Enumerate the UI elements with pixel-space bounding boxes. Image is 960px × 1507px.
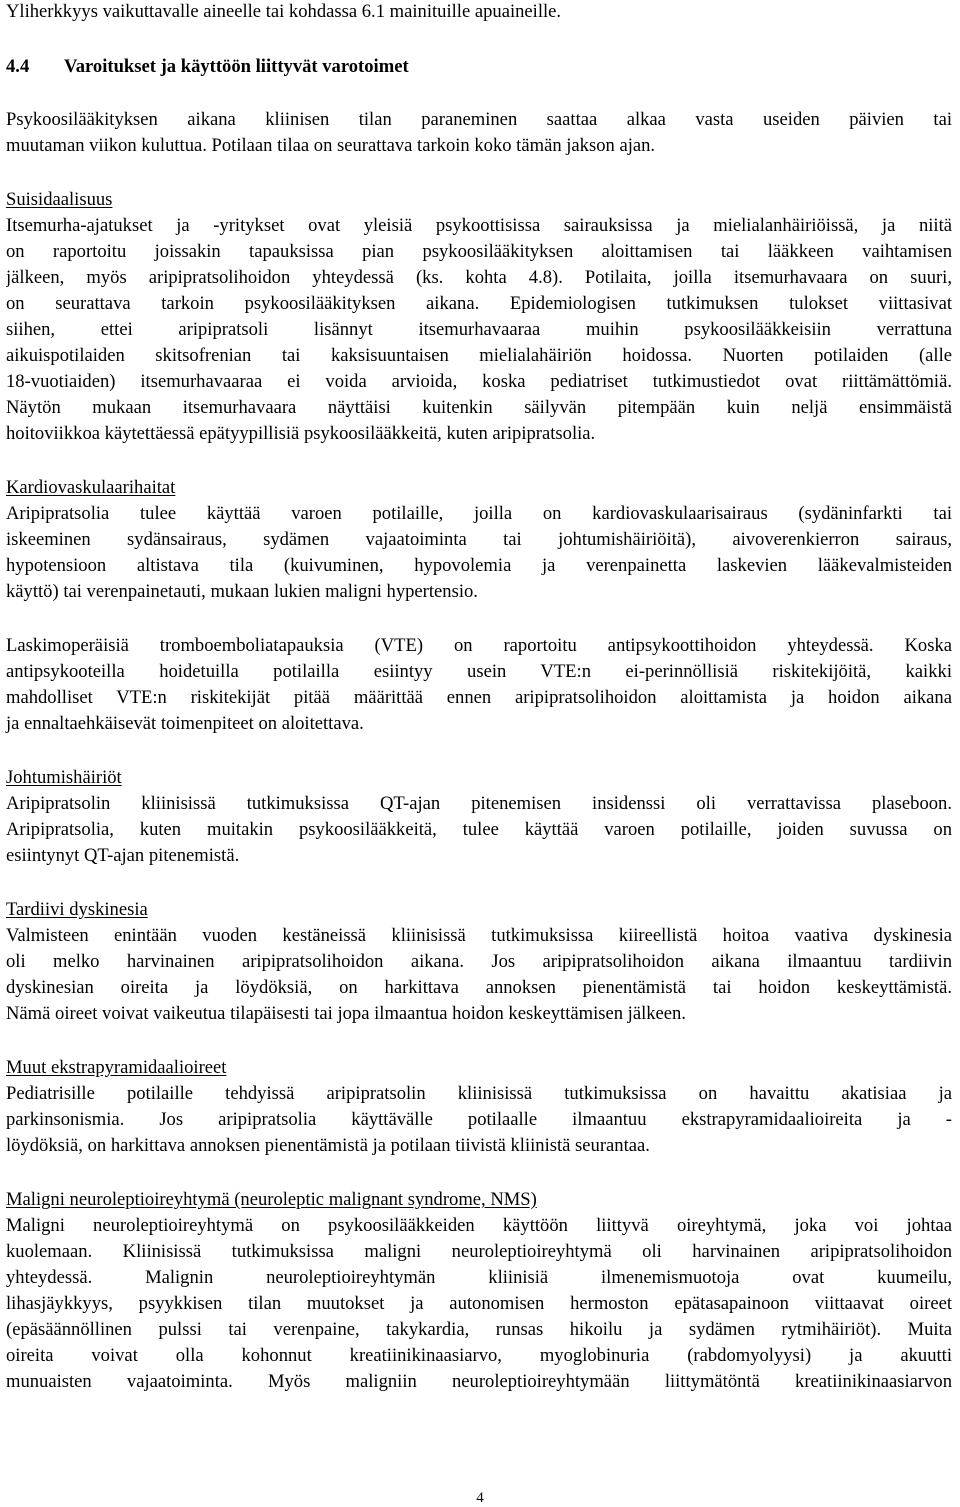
body-text-line: hoitoviikkoa käytettäessä epätyypillisiä psykoosilääkkeitä, kuten aripipratsolia. <box>6 423 596 444</box>
section-title: Varoitukset ja käyttöön liittyvät varotoimet <box>64 56 409 77</box>
body-text-line: aikuispotilaiden skitsofrenian tai kaksisuuntaisen mielialahäiriön hoidossa. Nuorten potilaiden (alle <box>6 345 952 366</box>
body-text-line: Aripipratsolia tulee käyttää varoen potilaille, joilla on kardiovaskulaarisairaus (sydäninfarkti tai <box>6 503 952 524</box>
section-number: 4.4 <box>6 56 30 77</box>
body-text-line: oli melko harvinainen aripipratsolihoidon aikana. Jos aripipratsolihoidon aikana ilmaantuu tardiivin <box>6 951 952 972</box>
body-text-line: Nämä oireet voivat vaikeutua tilapäisesti tai jopa ilmaantua hoidon keskeyttämisen jälkeen. <box>6 1003 687 1024</box>
subsection-heading-cardiovascular: Kardiovaskulaarihaitat <box>6 477 176 498</box>
body-text-line: Maligni neuroleptioireyhtymä on psykoosilääkkeiden käyttöön liittyvä oireyhtymä, joka voi johtaa <box>6 1215 952 1236</box>
subsection-heading-tardive-dyskinesia: Tardiivi dyskinesia <box>6 899 148 920</box>
body-text-line: Aripipratsolin kliinisissä tutkimuksissa QT-ajan pitenemisen insidenssi oli verrattavissa plaseboon. <box>6 793 952 814</box>
body-text-line: dyskinesian oireita ja löydöksiä, on harkittava annoksen pienentämistä tai hoidon keskeyttämistä. <box>6 977 952 998</box>
body-text-line: kuolemaan. Kliinisissä tutkimuksissa maligni neuroleptioireyhtymä oli harvinainen aripipratsolihoidon <box>6 1241 952 1262</box>
body-text-line: esiintynyt QT-ajan pitenemistä. <box>6 845 240 866</box>
body-text-line: (epäsäännöllinen pulssi tai verenpaine, takykardia, runsas hikoilu ja sydämen rytmihäiriöt). Muita <box>6 1319 952 1340</box>
body-text-line: Psykoosilääkityksen aikana kliinisen tilan paraneminen saattaa alkaa vasta useiden päivien tai <box>6 109 952 130</box>
body-text-line: on seurattava tarkoin psykoosilääkityksen aikana. Epidemiologisen tutkimuksen tulokset viittasivat <box>6 293 952 314</box>
body-text-line: jälkeen, myös aripipratsolihoidon yhteydessä (ks. kohta 4.8). Potilaita, joilla itsemurhavaara on suuri, <box>6 267 952 288</box>
body-text-line: Pediatrisille potilaille tehdyissä aripipratsolin kliinisissä tutkimuksissa on havaittu akatisiaa ja <box>6 1083 952 1104</box>
body-text-line: ja ennaltaehkäisevät toimenpiteet on aloitettava. <box>6 713 364 734</box>
body-text-line: parkinsonismia. Jos aripipratsolia käyttävälle potilaalle ilmaantuu ekstrapyramidaalioireita ja - <box>6 1109 952 1130</box>
body-text-line: Yliherkkyys vaikuttavalle aineelle tai kohdassa 6.1 mainituille apuaineille. <box>6 1 562 22</box>
page-number: 4 <box>476 1490 484 1506</box>
body-text-line: yhteydessä. Malignin neuroleptioireyhtymän kliinisiä ilmenemismuotoja ovat kuumeilu, <box>6 1267 952 1288</box>
body-text-line: muutaman viikon kuluttua. Potilaan tilaa on seurattava tarkoin koko tämän jakson ajan. <box>6 135 656 156</box>
body-text-line: munuaisten vajaatoiminta. Myös maligniin neuroleptioireyhtymään liittymätöntä kreatiinikinaasiarvon <box>6 1371 952 1392</box>
body-text-line: Aripipratsolia, kuten muitakin psykoosilääkkeitä, tulee käyttää varoen potilaille, joiden suvussa on <box>6 819 952 840</box>
body-text-line: Laskimoperäisiä tromboemboliatapauksia (VTE) on raportoitu antipsykoottihoidon yhteydessä. Koska <box>6 635 952 656</box>
body-text-line: mahdolliset VTE:n riskitekijät pitää määrittää ennen aripipratsolihoidon aloittamista ja hoidon aikana <box>6 687 952 708</box>
body-text-line: Näytön mukaan itsemurhavaara näyttäisi kuitenkin säilyvän pitempään kuin neljä ensimmäistä <box>6 397 952 418</box>
body-text-line: iskeeminen sydänsairaus, sydämen vajaatoiminta tai johtumishäiriöitä), aivoverenkierron sairaus, <box>6 529 952 550</box>
body-text-line: siihen, ettei aripipratsoli lisännyt itsemurhavaaraa muihin psykoosilääkkeisiin verrattuna <box>6 319 952 340</box>
subsection-heading-nms: Maligni neuroleptioireyhtymä (neuroleptic malignant syndrome, NMS) <box>6 1189 537 1210</box>
body-text-line: antipsykooteilla hoidetuilla potilailla esiintyy usein VTE:n ei-perinnöllisiä riskitekijöitä, kaikki <box>6 661 952 682</box>
subsection-heading-suicidality: Suisidaalisuus <box>6 189 113 210</box>
body-text-line: käyttö) tai verenpainetauti, mukaan lukien maligni hypertensio. <box>6 581 478 602</box>
body-text-line: Valmisteen enintään vuoden kestäneissä kliinisissä tutkimuksissa kiireellistä hoitoa vaativa dyskinesia <box>6 925 952 946</box>
body-text-line: on raportoitu joissakin tapauksissa pian psykoosilääkityksen aloittamisen tai lääkkeen vaihtamisen <box>6 241 952 262</box>
subsection-heading-extrapyramidal: Muut ekstrapyramidaalioireet <box>6 1057 227 1078</box>
body-text-line: lihasjäykkyys, psyykkisen tilan muutokset ja autonomisen hermoston epätasapainoon viittaavat oireet <box>6 1293 952 1314</box>
body-text-line: Itsemurha-ajatukset ja -yritykset ovat yleisiä psykoottisissa sairauksissa ja mielialanhäiriöissä, ja niitä <box>6 215 952 236</box>
section-heading <box>6 55 409 78</box>
body-text-line: löydöksiä, on harkittava annoksen pienentämistä ja potilaan tiivistä kliinistä seurantaa. <box>6 1135 650 1156</box>
subsection-heading-conduction: Johtumishäiriöt <box>6 767 122 788</box>
body-text-line: oireita voivat olla kohonnut kreatiinikinaasiarvo, myoglobinuria (rabdomyolyysi) ja akuutti <box>6 1345 952 1366</box>
body-text-line: 18-vuotiaiden) itsemurhavaaraa ei voida arvioida, koska pediatriset tutkimustiedot ovat riittämättömiä. <box>6 371 952 392</box>
body-text-line: hypotensioon altistava tila (kuivuminen, hypovolemia ja verenpainetta laskevien lääkevalmisteiden <box>6 555 952 576</box>
